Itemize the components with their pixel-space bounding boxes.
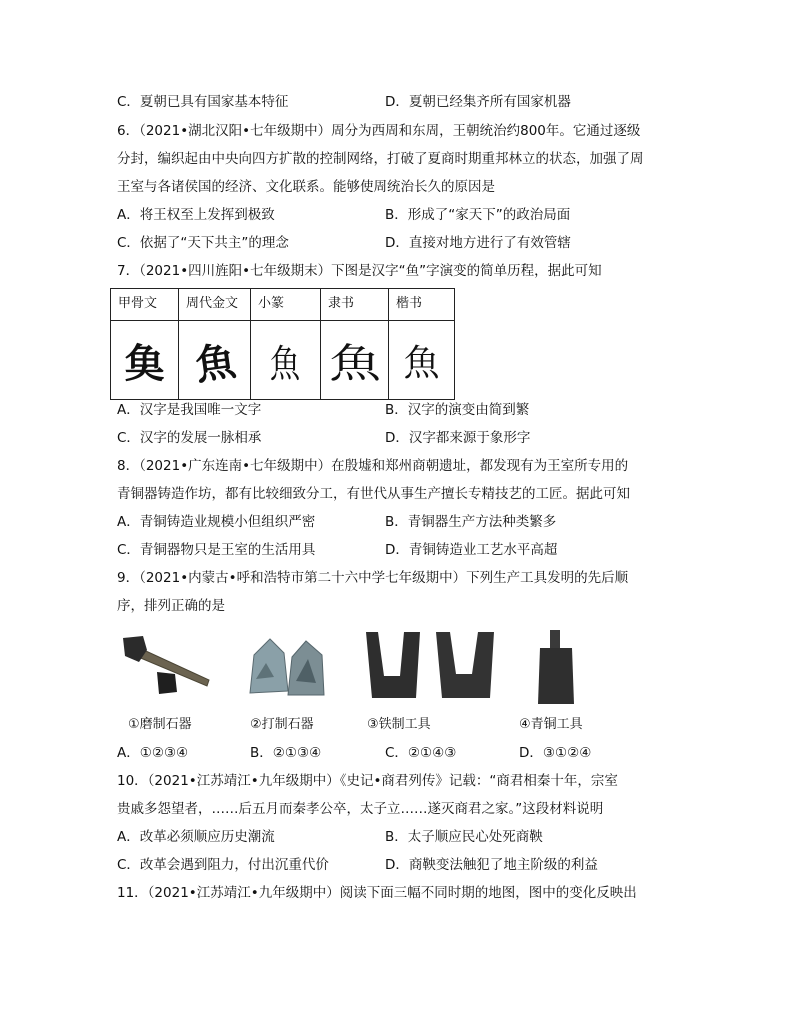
table-header-bronze: 周代金文: [179, 289, 251, 321]
tool-caption-4: ④青铜工具: [519, 717, 583, 732]
q5-option-c: C．夏朝已具有国家基本特征: [117, 94, 289, 110]
q10-stem-line2: 贵戚多怨望者，……后五月而秦孝公卒，太子立……遂灭商君之家。”这段材料说明: [117, 801, 604, 817]
q10-option-b: B．太子顺应民心处死商鞅: [385, 829, 543, 845]
tool-caption-3: ③铁制工具: [367, 717, 431, 732]
glyph-regular-cell: [389, 321, 455, 400]
q6-stem-line2: 分封，编织起由中央向四方扩散的控制网络，打破了夏商时期重邦林立的状态，加强了周: [117, 151, 644, 167]
q7-option-b: B．汉字的演变由简到繁: [385, 402, 530, 418]
q6-option-c: C．依据了“天下共主”的理念: [117, 235, 289, 251]
q10-option-a: A．改革必须顺应历史潮流: [117, 829, 275, 845]
tool-caption-1: ①磨制石器: [128, 717, 192, 732]
q5-option-d: D．夏朝已经集齐所有国家机器: [385, 94, 571, 110]
polished-stone-axe-image: [117, 628, 217, 708]
table-header-clerical: 隶书: [321, 289, 389, 321]
glyph-oracle-cell: [111, 321, 179, 400]
glyph-bronze: 魚: [191, 336, 238, 390]
tool-caption-2: ②打制石器: [250, 717, 314, 732]
q6-option-a: A．将王权至上发挥到极致: [117, 207, 275, 223]
table-header-seal: 小篆: [251, 289, 321, 321]
q8-option-d: D．青铜铸造业工艺水平高超: [385, 542, 558, 558]
q9-option-b: B．②①③④: [250, 745, 322, 761]
q7-stem-line1: 7．（2021•四川旌阳•七年级期末）下图是汉字“鱼”字演变的简单历程，据此可知: [117, 263, 602, 279]
chipped-stone-tools-image: [244, 633, 334, 703]
q7-option-a: A．汉字是我国唯一文字: [117, 402, 262, 418]
fish-character-evolution-table: [110, 288, 455, 400]
table-header-regular: 楷书: [389, 289, 455, 321]
q8-stem-line1: 8．（2021•广东连南•七年级期中）在殷墟和郑州商朝遗址，都发现有为王室所专用的: [117, 458, 629, 474]
q9-option-d: D．③①②④: [519, 745, 592, 761]
glyph-bronze-cell: [179, 321, 251, 400]
glyph-seal-cell: [251, 321, 321, 400]
q9-option-a: A．①②③④: [117, 745, 189, 761]
bronze-tool-image: [530, 626, 590, 708]
glyph-regular: 魚: [403, 342, 440, 384]
q11-stem-line1: 11．（2021•江苏靖江•九年级期中）阅读下面三幅不同时期的地图，图中的变化反映出: [117, 885, 637, 901]
q9-option-c: C．②①④③: [385, 745, 457, 761]
q6-stem-line3: 王室与各诸侯国的经济、文化联系。能够使周统治长久的原因是: [117, 179, 495, 195]
q10-option-d: D．商鞅变法触犯了地主阶级的利益: [385, 857, 598, 873]
q6-stem-line1: 6．（2021•湖北汉阳•七年级期中）周分为西周和东周，王朝统治约800年。它通过逐级: [117, 123, 641, 139]
q10-option-c: C．改革会遇到阻力，付出沉重代价: [117, 857, 329, 873]
q8-option-a: A．青铜铸造业规模小但组织严密: [117, 514, 316, 530]
q9-stem-line2: 序，排列正确的是: [117, 598, 225, 614]
q6-option-d: D．直接对地方进行了有效管辖: [385, 235, 571, 251]
glyph-oracle: 𩵋: [124, 339, 165, 387]
glyph-clerical-cell: [321, 321, 389, 400]
iron-tools-image: [360, 626, 510, 708]
q9-stem-line1: 9．（2021•内蒙古•呼和浩特市第二十六中学七年级期中）下列生产工具发明的先后顺: [117, 570, 629, 586]
q6-option-b: B．形成了“家天下”的政治局面: [385, 207, 571, 223]
q8-option-c: C．青铜器物只是王室的生活用具: [117, 542, 316, 558]
glyph-seal: 魚: [270, 341, 301, 386]
q8-option-b: B．青铜器生产方法种类繁多: [385, 514, 557, 530]
q10-stem-line1: 10．（2021•江苏靖江•九年级期中）《史记•商君列传》记载：“商君相秦十年，宗室: [117, 773, 618, 789]
table-header-oracle: 甲骨文: [111, 289, 179, 321]
q7-option-c: C．汉字的发展一脉相承: [117, 430, 262, 446]
q7-option-d: D．汉字都来源于象形字: [385, 430, 531, 446]
glyph-clerical: 魚: [328, 340, 381, 387]
q8-stem-line2: 青铜器铸造作坊，都有比较细致分工，有世代从事生产擅长专精技艺的工匠。据此可知: [117, 486, 630, 502]
